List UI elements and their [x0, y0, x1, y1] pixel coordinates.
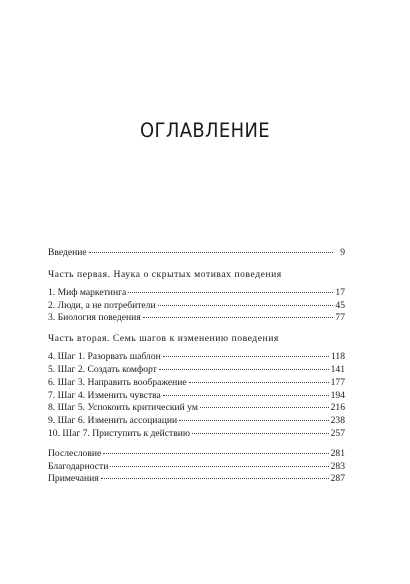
dot-leader — [163, 395, 329, 396]
toc-entry-afterword[interactable] — [48, 448, 345, 461]
toc-entry-label: Послесловие — [48, 447, 102, 459]
toc-entry[interactable] — [48, 402, 345, 415]
toc-entry-label: Благодарности — [48, 460, 109, 472]
toc-entry-page: 45 — [335, 299, 345, 311]
toc-entry[interactable] — [48, 428, 345, 441]
dot-leader — [101, 478, 329, 479]
dot-leader — [159, 369, 329, 370]
toc-entry-label: 8. Шаг 5. Успокоить критический ум — [48, 402, 198, 414]
toc-entry-page: 9 — [340, 247, 345, 258]
part-two-heading: Часть вторая. Семь шагов к изменению поведения — [48, 333, 279, 345]
dot-leader — [189, 382, 329, 383]
toc-entry-intro[interactable] — [48, 247, 345, 260]
toc-entry-page: 17 — [335, 286, 345, 298]
toc-entry-label: 5. Шаг 2. Создать комфорт — [48, 363, 157, 375]
dot-leader — [128, 292, 333, 293]
toc-entry-acknowledgements[interactable] — [48, 461, 345, 474]
dot-leader — [110, 466, 328, 467]
toc-entry-page: 216 — [330, 402, 345, 414]
dot-leader — [143, 317, 333, 318]
toc-entry-label: 7. Шаг 4. Изменить чувства — [48, 389, 161, 401]
toc-entry[interactable] — [48, 364, 345, 377]
toc-entry-label: 3. Биология поведения — [48, 312, 141, 324]
toc-entry-label: 1. Миф маркетинга — [48, 286, 127, 298]
toc-entry-page: 141 — [330, 363, 345, 375]
toc-entry[interactable] — [48, 351, 345, 364]
toc-entry-label: 10. Шаг 7. Приступить к действию — [48, 427, 191, 439]
toc-entry-page: 77 — [335, 312, 345, 324]
toc-entry-label: 2. Люди, а не потребители — [48, 299, 156, 311]
part-one-heading: Часть первая. Наука о скрытых мотивах поведения — [48, 268, 282, 280]
toc-entry-page: 257 — [330, 427, 345, 439]
toc-entry-page: 287 — [330, 473, 345, 485]
toc-entry-page: 281 — [330, 447, 345, 459]
toc-entry[interactable] — [48, 415, 345, 428]
toc-entry[interactable] — [48, 377, 345, 390]
toc-entry-page: 177 — [330, 376, 345, 388]
toc-entry-label: Примечания — [48, 473, 99, 485]
dot-leader — [158, 305, 333, 306]
dot-leader — [192, 433, 329, 434]
page-title: ОГЛАВЛЕНИЕ — [140, 119, 270, 142]
toc-entry[interactable] — [48, 287, 345, 300]
toc-entry[interactable] — [48, 312, 345, 325]
toc-entry-page: 118 — [330, 351, 345, 363]
dot-leader — [200, 407, 329, 408]
table-of-contents — [48, 247, 345, 486]
toc-entry-label: 6. Шаг 3. Направить воображение — [48, 376, 187, 388]
toc-entry-label: Введение — [48, 247, 87, 258]
dot-leader — [163, 356, 329, 357]
toc-entry[interactable] — [48, 300, 345, 313]
toc-entry[interactable] — [48, 390, 345, 403]
toc-entry-notes[interactable] — [48, 473, 345, 486]
toc-entry-label: 9. Шаг 6. Изменить ассоциации — [48, 415, 178, 427]
toc-entry-page: 194 — [330, 389, 345, 401]
toc-entry-page: 283 — [330, 460, 345, 472]
toc-entry-label: 4. Шаг 1. Разорвать шаблон — [48, 351, 161, 363]
dot-leader — [89, 252, 333, 253]
toc-entry-page: 238 — [330, 415, 345, 427]
dot-leader — [179, 420, 329, 421]
dot-leader — [103, 453, 328, 454]
